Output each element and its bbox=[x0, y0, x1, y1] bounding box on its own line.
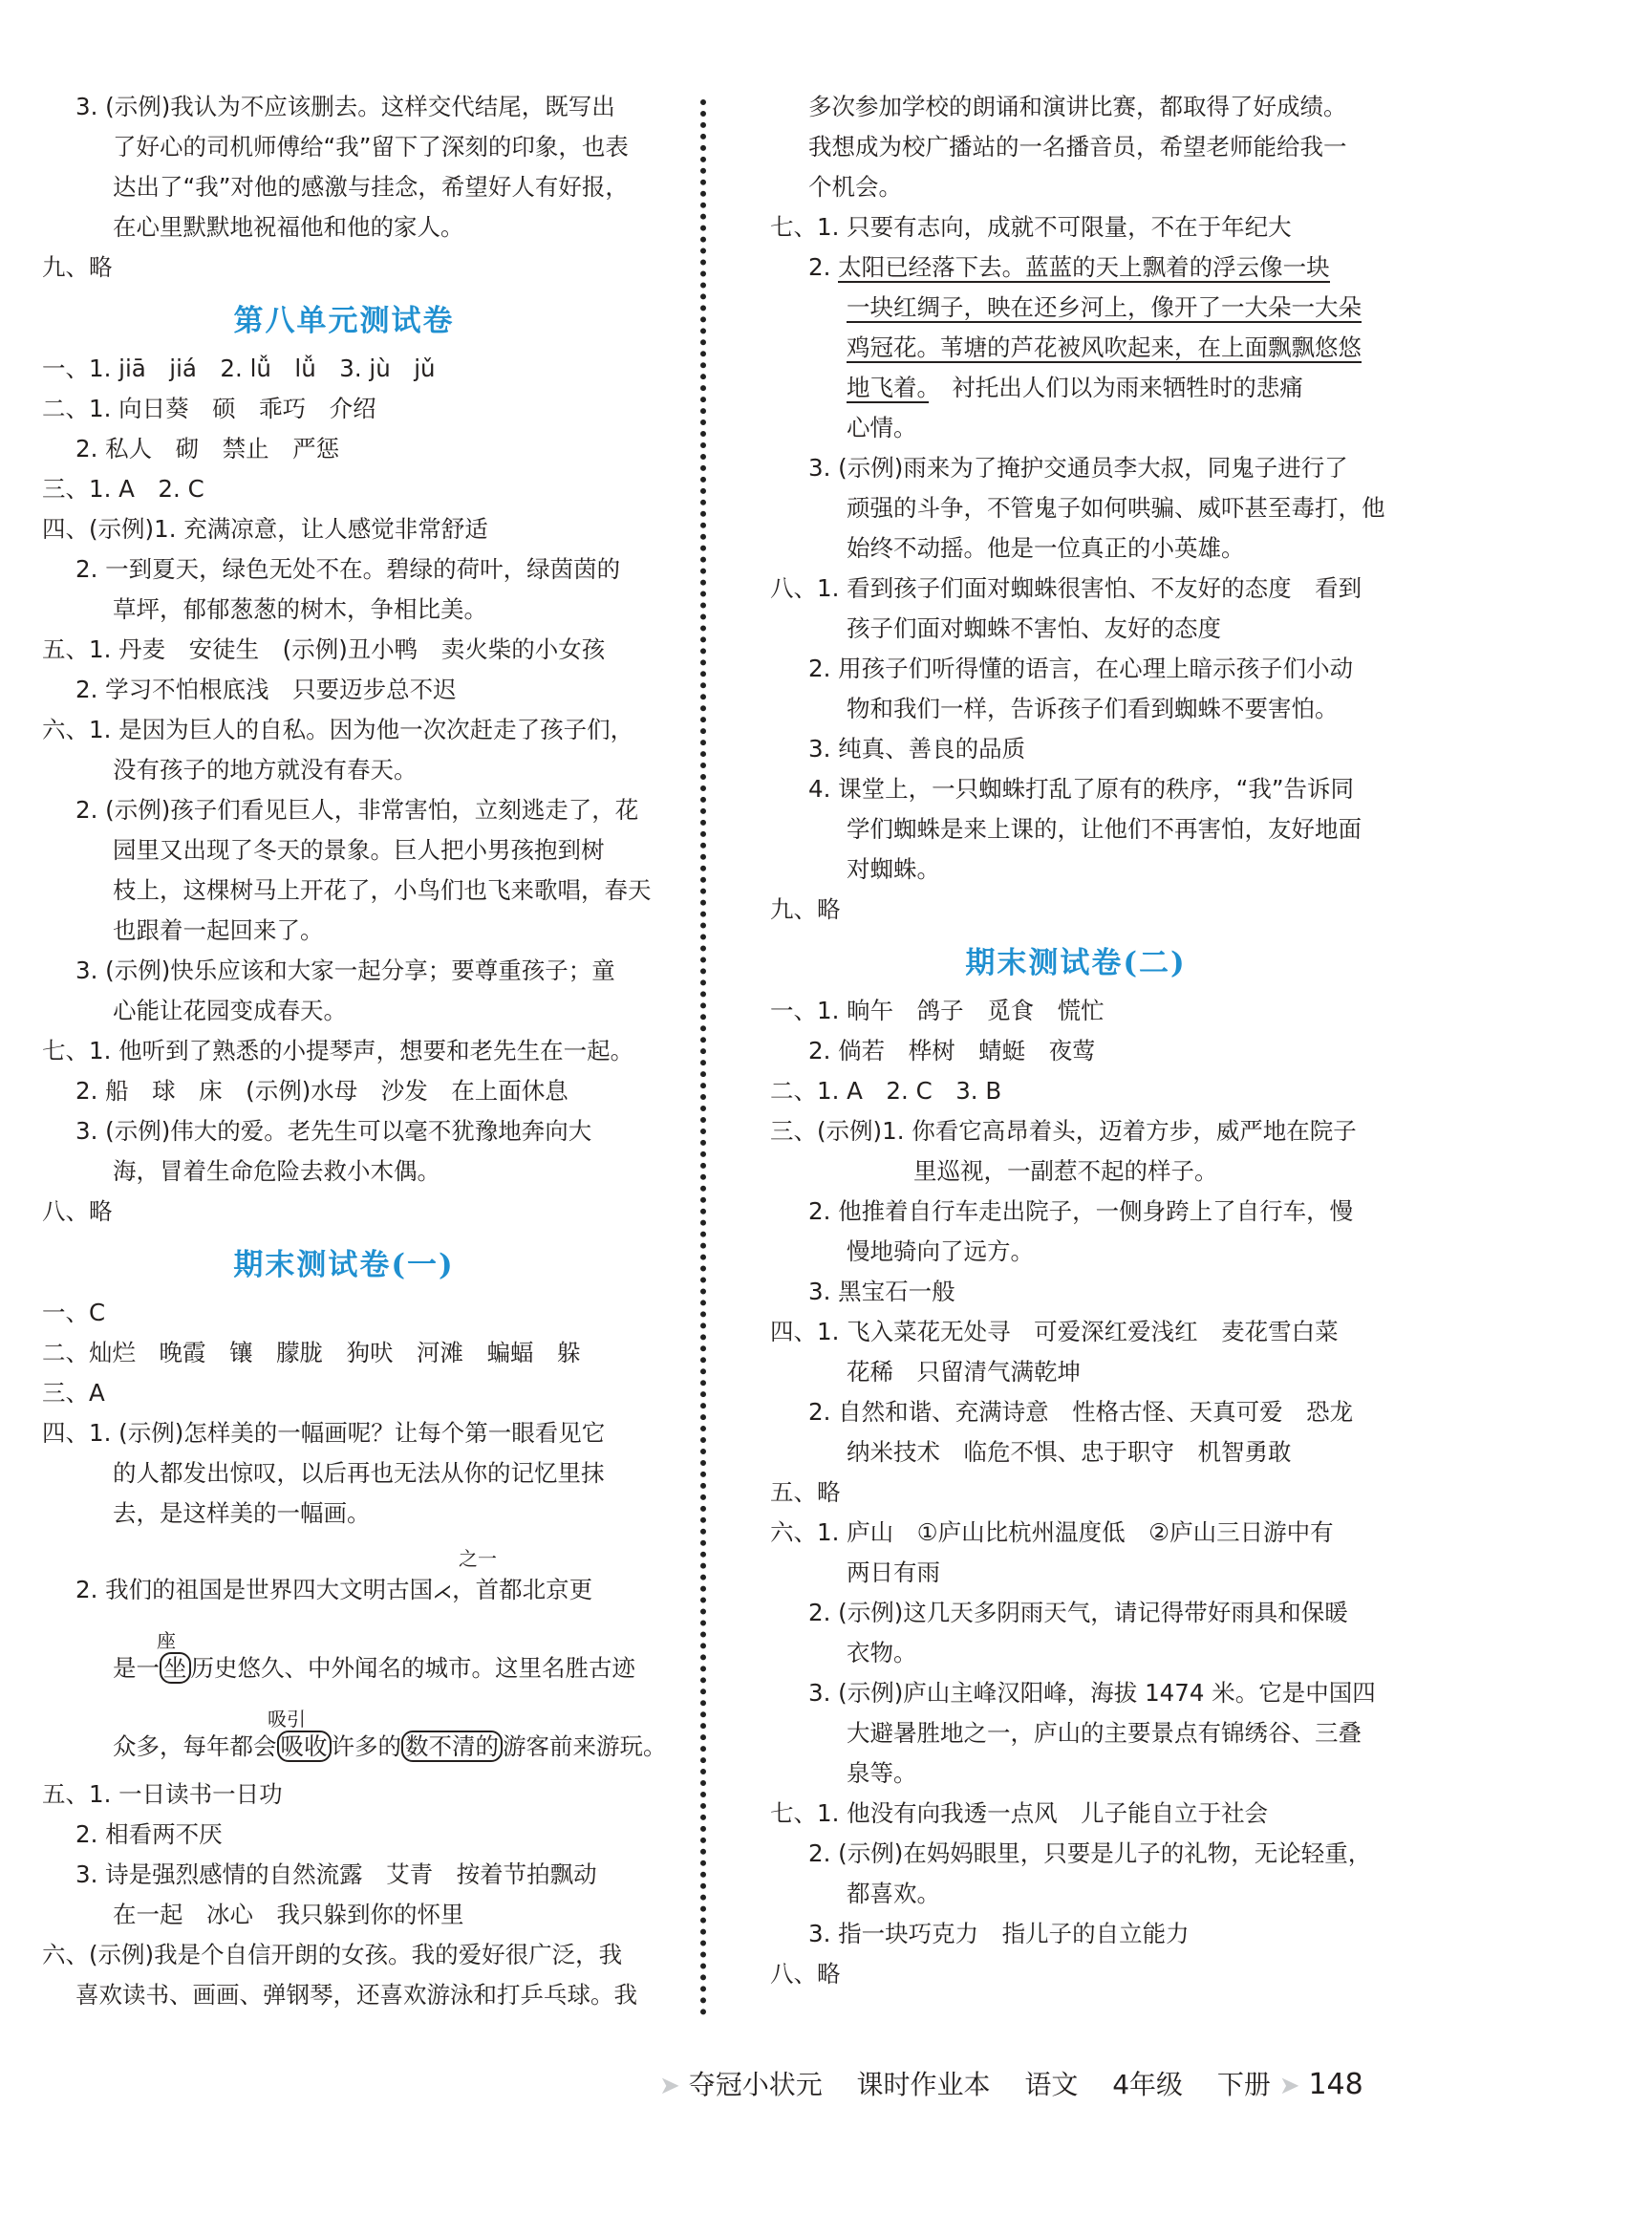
answer-line: 海，冒着生命危险去救小木偶。 bbox=[113, 1157, 440, 1185]
answer-line: 我想成为校广播站的一名播音员，希望老师能给我一 bbox=[808, 133, 1347, 161]
answer-line: 五、1. 丹麦 安徒生 (示例)丑小鸭 卖火柴的小女孩 bbox=[42, 635, 606, 663]
answer-line: 3. (示例)快乐应该和大家一起分享；要尊重孩子；童 bbox=[75, 957, 615, 984]
answer-line: 2. 倘若 桦树 蜻蜓 夜莺 bbox=[808, 1037, 1096, 1064]
answer-line: 两日有雨 bbox=[847, 1559, 940, 1586]
answer-line: 对蜘蛛。 bbox=[847, 855, 940, 883]
answer-line: 心能让花园变成春天。 bbox=[113, 997, 347, 1024]
answer-line: 草坪，郁郁葱葱的树木，争相比美。 bbox=[113, 595, 487, 623]
answer-line: 七、1. 只要有志向，成就不可限量，不在于年纪大 bbox=[770, 213, 1292, 241]
chevron-right-icon: ➤ bbox=[659, 2072, 680, 2100]
answer-line: 物和我们一样，告诉孩子们看到蜘蛛不要害怕。 bbox=[847, 695, 1339, 722]
answer-line: 个机会。 bbox=[808, 173, 902, 201]
answer-line: 去，是这样美的一幅画。 bbox=[113, 1499, 371, 1527]
answer-line: 2. (示例)这几天多阴雨天气，请记得带好雨具和保暖 bbox=[808, 1599, 1348, 1626]
footer-brand: 夺冠小状元 bbox=[688, 2069, 823, 2100]
answer-line: 六、1. 是因为巨人的自私。因为他一次次赶走了孩子们， bbox=[42, 716, 634, 743]
answer-line: 里巡视，一副惹不起的样子。 bbox=[913, 1157, 1218, 1185]
answer-line: 2. 太阳已经落下去。蓝蓝的天上飘着的浮云像一块 bbox=[808, 253, 1330, 281]
answer-line: 七、1. 他听到了熟悉的小提琴声，想要和老先生在一起。 bbox=[42, 1037, 634, 1064]
answer-line: 四、1. 飞入菜花无处寻 可爱深红爱浅红 麦花雪白菜 bbox=[770, 1318, 1339, 1345]
answer-line: 花稀 只留清气满乾坤 bbox=[847, 1358, 1081, 1386]
answer-line: 鸡冠花。苇塘的芦花被风吹起来，在上面飘飘悠悠 bbox=[847, 333, 1362, 361]
answer-line: 是一 坐 历史悠久、中外闻名的城市。这里名胜古迹 bbox=[113, 1654, 635, 1682]
answer-line: 3. (示例)雨来为了掩护交通员李大叔，同鬼子进行了 bbox=[808, 454, 1348, 482]
answer-line: 慢地骑向了远方。 bbox=[847, 1237, 1034, 1265]
answer-line: 2. 用孩子们听得懂的语言，在心理上暗示孩子们小动 bbox=[808, 655, 1354, 682]
answer-line: 2. 我们的祖国是世界四大文明古国⋌，首都北京更 bbox=[75, 1576, 593, 1603]
answer-line: 八、1. 看到孩子们面对蜘蛛很害怕、不友好的态度 看到 bbox=[770, 574, 1362, 602]
answer-line: 3. (示例)庐山主峰汉阳峰，海拔 1474 米。它是中国四 bbox=[808, 1679, 1376, 1707]
answer-line: 的人都发出惊叹，以后再也无法从你的记忆里抹 bbox=[113, 1459, 605, 1487]
answer-line: 地飞着。 衬托出人们以为雨来牺牲时的悲痛 bbox=[847, 374, 1303, 401]
answer-line: 一、1. 晌午 鸽子 觅食 慌忙 bbox=[770, 997, 1105, 1024]
answer-line: 三、(示例)1. 你看它高昂着头，迈着方步，威严地在院子 bbox=[770, 1117, 1357, 1145]
footer-grade: 4年级 bbox=[1112, 2069, 1184, 2100]
answer-line: 2. 他推着自行车走出院子，一侧身跨上了自行车，慢 bbox=[808, 1197, 1354, 1225]
answer-line: 2. 私人 砌 禁止 严惩 bbox=[75, 435, 340, 462]
answer-line: 衣物。 bbox=[847, 1639, 917, 1666]
answer-line: 一、1. jiā jiá 2. lǚ lǚ 3. jù jǔ bbox=[42, 355, 436, 382]
answer-line: 2. (示例)在妈妈眼里，只要是儿子的礼物，无论轻重， bbox=[808, 1839, 1372, 1867]
answer-line: 3. 诗是强烈感情的自然流露 艾青 按着节拍飘动 bbox=[75, 1860, 597, 1888]
page-number: 148 bbox=[1308, 2068, 1363, 2101]
answer-line: 2. (示例)孩子们看见巨人，非常害怕，立刻逃走了，花 bbox=[75, 796, 639, 824]
page-footer bbox=[659, 2066, 1363, 2105]
answer-line: 2. 相看两不厌 bbox=[75, 1820, 223, 1848]
answer-line: 五、略 bbox=[770, 1478, 841, 1506]
answer-line: 三、A bbox=[42, 1379, 105, 1407]
answer-line: 六、1. 庐山 ①庐山比杭州温度低 ②庐山三日游中有 bbox=[770, 1518, 1334, 1546]
answer-line: 学们蜘蛛是来上课的，让他们不再害怕，友好地面 bbox=[847, 815, 1362, 843]
answer-line: 孩子们面对蜘蛛不害怕、友好的态度 bbox=[847, 614, 1221, 642]
answer-line: 在一起 冰心 我只躲到你的怀里 bbox=[113, 1901, 464, 1928]
section-title-final2: 期末测试卷(二) bbox=[965, 946, 1187, 980]
answer-line: 四、(示例)1. 充满凉意，让人感觉非常舒适 bbox=[42, 515, 488, 543]
answer-line: 六、(示例)我是个自信开朗的女孩。我的爱好很广泛，我 bbox=[42, 1941, 623, 1968]
answer-line: 2. 自然和谐、充满诗意 性格古怪、天真可爱 恐龙 bbox=[808, 1398, 1354, 1426]
footer-series: 课时作业本 bbox=[856, 2069, 991, 2100]
section-title-unit8: 第八单元测试卷 bbox=[233, 304, 455, 338]
answer-line: 纳米技术 临危不惧、忠于职守 机智勇敢 bbox=[847, 1438, 1292, 1466]
footer-volume: 下册 bbox=[1216, 2069, 1271, 2100]
answer-line: 泉等。 bbox=[847, 1759, 917, 1787]
answer-line: 2. 船 球 床 (示例)水母 沙发 在上面休息 bbox=[75, 1077, 569, 1105]
answer-line: 4. 课堂上，一只蜘蛛打乱了原有的秩序，“我”告诉同 bbox=[808, 775, 1355, 803]
answer-line: 九、略 bbox=[42, 253, 113, 281]
answer-line: 3. (示例)伟大的爱。老先生可以毫不犹豫地奔向大 bbox=[75, 1117, 592, 1145]
answer-line: 八、略 bbox=[42, 1197, 113, 1225]
answer-line: 二、1. A 2. C 3. B bbox=[770, 1077, 1002, 1105]
answer-line: 八、略 bbox=[770, 1960, 841, 1988]
answer-line: 一块红绸子，映在还乡河上，像开了一大朵一大朵 bbox=[847, 293, 1362, 321]
column-divider bbox=[700, 99, 706, 2016]
answer-line: 也跟着一起回来了。 bbox=[113, 916, 324, 944]
circled-word: 吸收 bbox=[277, 1731, 332, 1762]
answer-line: 七、1. 他没有向我透一点风 儿子能自立于社会 bbox=[770, 1799, 1269, 1827]
answer-line: 2. 学习不怕根底浅 只要迈步总不迟 bbox=[75, 676, 457, 703]
answer-line: 3. 黑宝石一般 bbox=[808, 1278, 955, 1305]
answer-line: 大避暑胜地之一，庐山的主要景点有锦绣谷、三叠 bbox=[847, 1719, 1362, 1747]
answer-line: 多次参加学校的朗诵和演讲比赛，都取得了好成绩。 bbox=[808, 93, 1347, 120]
answer-line: 枝上，这棵树马上开花了，小鸟们也飞来歌唱，春天 bbox=[113, 876, 652, 904]
correction-note: 之一 bbox=[459, 1547, 497, 1570]
answer-line: 一、C bbox=[42, 1299, 106, 1326]
answer-line: 喜欢读书、画画、弹钢琴，还喜欢游泳和打乒乓球。我 bbox=[75, 1981, 637, 2009]
circled-word: 数不清的 bbox=[401, 1731, 503, 1762]
correction-note: 座 bbox=[157, 1629, 176, 1652]
answer-line: 顽强的斗争，不管鬼子如何哄骗、威吓甚至毒打，他 bbox=[847, 494, 1385, 522]
answer-line: 九、略 bbox=[770, 895, 841, 923]
answer-line: 五、1. 一日读书一日功 bbox=[42, 1780, 283, 1808]
answer-line: 四、1. (示例)怎样美的一幅画呢？让每个第一眼看见它 bbox=[42, 1419, 606, 1447]
correction-note: 吸引 bbox=[268, 1708, 306, 1731]
answer-line: 园里又出现了冬天的景象。巨人把小男孩抱到树 bbox=[113, 836, 605, 864]
answer-line: 3. 指一块巧克力 指儿子的自立能力 bbox=[808, 1920, 1190, 1947]
answer-line: 没有孩子的地方就没有春天。 bbox=[113, 756, 418, 784]
answer-line: 2. 一到夏天，绿色无处不在。碧绿的荷叶，绿茵茵的 bbox=[75, 555, 621, 583]
section-title-final1: 期末测试卷(一) bbox=[233, 1248, 455, 1282]
answer-line: 众多，每年都会 吸收 许多的 数不清的 游客前来游玩。 bbox=[113, 1732, 667, 1760]
answer-line: 心情。 bbox=[847, 414, 917, 441]
answer-line: 始终不动摇。他是一位真正的小英雄。 bbox=[847, 534, 1245, 562]
answer-line: 二、1. 向日葵 硕 乖巧 介绍 bbox=[42, 395, 376, 422]
answer-line: 二、灿烂 晚霞 镶 朦胧 狗吠 河滩 蝙蝠 躲 bbox=[42, 1339, 581, 1366]
circled-word: 坐 bbox=[160, 1652, 191, 1684]
answer-line: 在心里默默地祝福他和他的家人。 bbox=[113, 213, 464, 241]
footer-subject: 语文 bbox=[1024, 2069, 1079, 2100]
answer-line: 3. (示例)我认为不应该删去。这样交代结尾，既写出 bbox=[75, 93, 615, 120]
answer-line: 了好心的司机师傅给“我”留下了深刻的印象，也表 bbox=[113, 133, 629, 161]
answer-line: 三、1. A 2. C bbox=[42, 475, 204, 503]
answer-line: 都喜欢。 bbox=[847, 1880, 940, 1907]
answer-line: 达出了“我”对他的感激与挂念，希望好人有好报， bbox=[113, 173, 629, 201]
answer-line: 3. 纯真、善良的品质 bbox=[808, 735, 1026, 763]
chevron-right-icon: ➤ bbox=[1278, 2072, 1300, 2100]
